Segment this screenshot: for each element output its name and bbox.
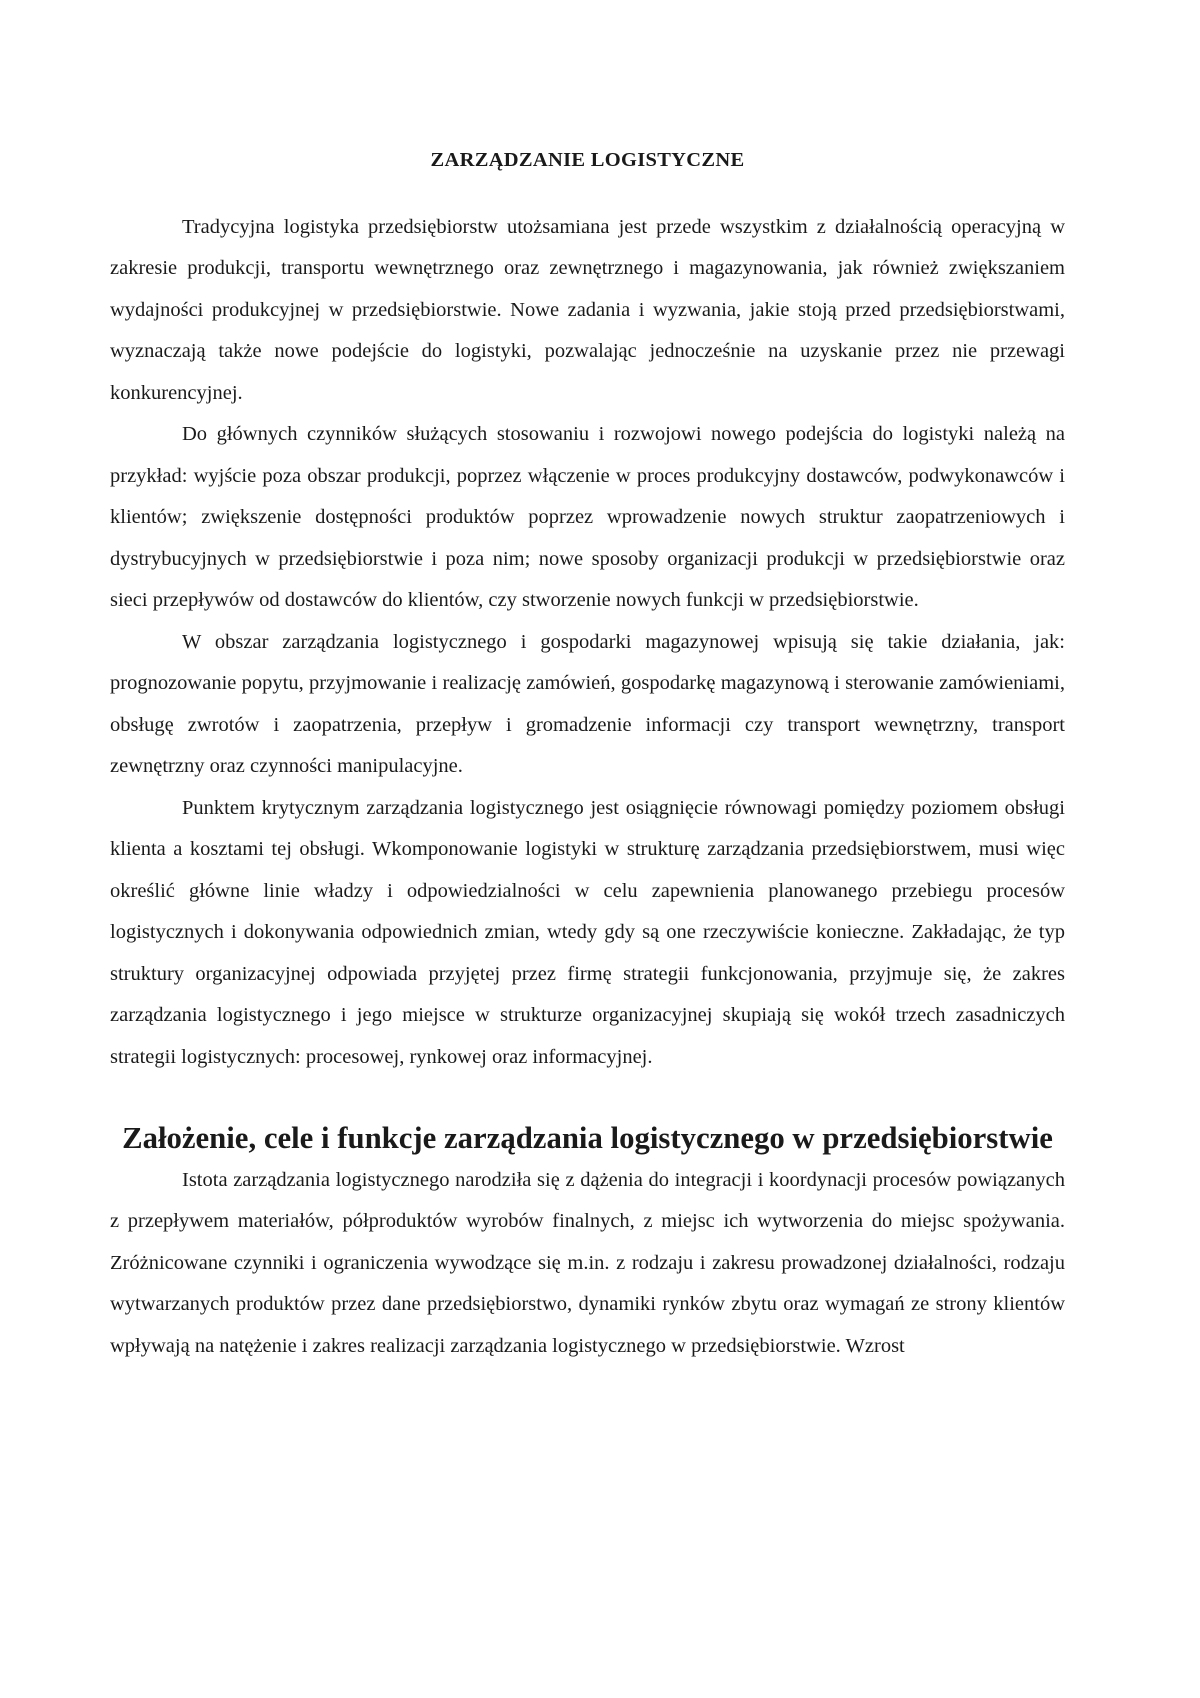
section-paragraph: Istota zarządzania logistycznego narodziła się z dążenia do integracji i koordynacji procesów powiązanych z przepływem materiałów, półproduktów wyrobów finalnych, z miejsc ich wytworzenia do miejsc spożywania. Zróżnicowane czynniki i ograniczenia wywodzące się m.in. z rodzaju i zakresu prowadzonej działalności, rodzaju wytwarzanych produktów przez dane przedsiębiorstwo, dynamiki rynków zbytu oraz wymagań ze strony klientów wpływają na natężenie i zakres realizacji zarządzania logistycznego w przedsiębiorstwie. Wzrost [110, 1168, 1065, 1357]
paragraph-3: W obszar zarządzania logistycznego i gospodarki magazynowej wpisują się takie działania, jak: prognozowanie popytu, przyjmowanie i realizację zamówień, gospodarkę magazynową i sterowanie zamówieniami, obsługę zwrotów i zaopatrzenia, przepływ i gromadzenie informacji czy transport wewnętrzny, transport zewnętrzny oraz czynności manipulacyjne. [110, 630, 1065, 777]
section-heading: Założenie, cele i funkcje zarządzania logistycznego w przedsiębiorstwie [122, 1121, 1053, 1155]
paragraph-4: Punktem krytycznym zarządzania logistycznego jest osiągnięcie równowagi pomiędzy poziomem obsługi klienta a kosztami tej obsługi. Wkomponowanie logistyki w strukturę zarządzania przedsiębiorstwem, musi więc określić główne linie władzy i odpowiedzialności w celu zapewnienia planowanego przebiegu procesów logistycznych i dokonywania odpowiednich zmian, wtedy gdy są one rzeczywiście konieczne. Zakładając, że typ struktury organizacyjnej odpowiada przyjętej przez firmę strategii funkcjonowania, przyjmuje się, że zakres zarządzania logistycznego i jego miejsce w strukturze organizacyjnej skupiają się wokół trzech zasadniczych strategii logistycznych: procesowej, rynkowej oraz informacyjnej. [110, 796, 1065, 1068]
paragraph-2: Do głównych czynników służących stosowaniu i rozwojowi nowego podejścia do logistyki należą na przykład: wyjście poza obszar produkcji, poprzez włączenie w proces produkcyjny dostawców, podwykonawców i klientów; zwiększenie dostępności produktów poprzez wprowadzenie nowych struktur zaopatrzeniowych i dystrybucyjnych w przedsiębiorstwie i poza nim; nowe sposoby organizacji produkcji w przedsiębiorstwie oraz sieci przepływów od dostawców do klientów, czy stworzenie nowych funkcji w przedsiębiorstwie. [110, 423, 1065, 611]
document-page [110, 140, 1065, 1367]
paragraph-1: Tradycyjna logistyka przedsiębiorstw utożsamiana jest przede wszystkim z działalnością operacyjną w zakresie produkcji, transportu wewnętrznego oraz zewnętrznego i magazynowania, jak również zwiększaniem wydajności produkcyjnej w przedsiębiorstwie. Nowe zadania i wyzwania, jakie stoją przed przedsiębiorstwami, wyznaczają także nowe podejście do logistyki, pozwalając jednocześnie na uzyskanie przez nie przewagi konkurencyjnej. [110, 215, 1065, 404]
document-title: ZARZĄDZANIE LOGISTYCZNE [430, 149, 745, 171]
